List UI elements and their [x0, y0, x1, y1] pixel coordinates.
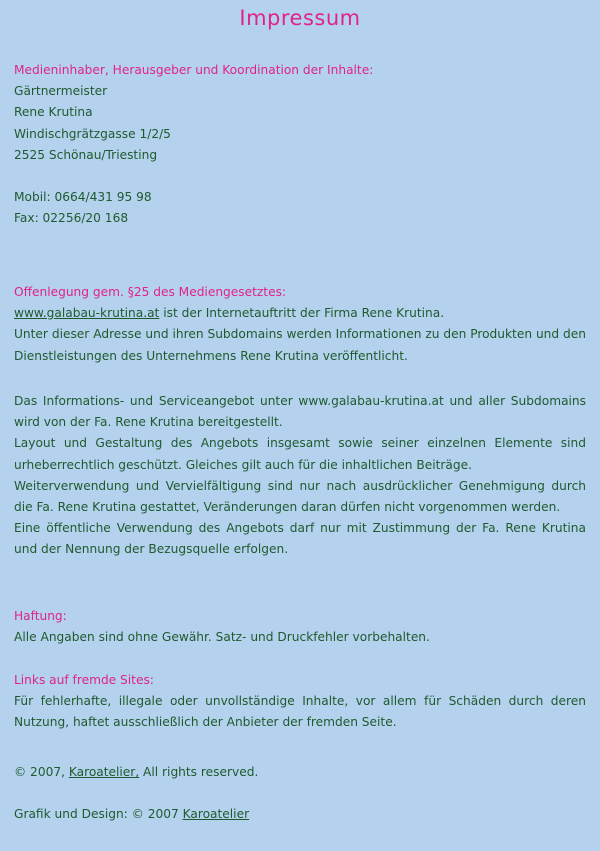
info-paragraph-2: Layout und Gestaltung des Angebots insgesamt sowie seiner einzelnen Elemente sind urheberrechtlich geschützt. Gleiches gilt auch für die inhaltlichen Beiträge.	[14, 436, 586, 472]
fax-number: Fax: 02256/20 168	[14, 211, 129, 226]
haftung-text: Alle Angaben sind ohne Gewähr. Satz- und Druckfehler vorbehalten.	[14, 630, 430, 645]
contact-heading: Medieninhaber, Herausgeber und Koordination der Inhalte:	[14, 63, 374, 77]
info-section	[14, 391, 586, 561]
copyright-section	[14, 762, 586, 783]
external-links-section	[14, 670, 586, 734]
haftung-heading: Haftung:	[14, 609, 67, 623]
external-links-heading: Links auf fremde Sites:	[14, 673, 154, 687]
haftung-section	[14, 606, 586, 648]
info-paragraph-4: Eine öffentliche Verwendung des Angebots darf nur mit Zustimmung der Fa. Rene Krutina und der Nennung der Bezugsquelle erfolgen.	[14, 521, 586, 557]
copyright-prefix: © 2007,	[14, 765, 69, 779]
design-credit-link[interactable]: Karoatelier	[182, 807, 250, 821]
copyright-line	[14, 762, 586, 783]
karoatelier-link[interactable]: Karoatelier,	[68, 765, 140, 779]
external-links-text: Für fehlerhafte, illegale oder unvollständige Inhalte, vor allem für Schäden durch deren Nutzung, haftet ausschließlich der Anbieter der fremden Seite.	[14, 694, 586, 730]
mobile-number: Mobil: 0664/431 95 98	[14, 190, 152, 204]
disclosure-text: Unter dieser Adresse und ihren Subdomains werden Informationen zu den Produkten und den Dienstleistungen des Unternehmens Rene Krutina veröffentlicht.	[14, 327, 586, 363]
contact-title: Gärtnermeister	[14, 84, 108, 99]
website-link-text: ist der Internetauftritt der Firma Rene Krutina.	[159, 306, 445, 321]
disclosure-link-line	[14, 303, 586, 324]
contact-name: Rene Krutina	[14, 105, 93, 120]
info-paragraph-3: Weiterverwendung und Vervielfältigung sind nur nach ausdrücklicher Genehmigung durch die Fa. Rene Krutina gestattet, Veränderungen daran dürfen nicht vorgenommen werden.	[14, 478, 586, 515]
info-paragraph-1: Das Informations- und Serviceangebot unter www.galabau-krutina.at und aller Subdomains wird von der Fa. Rene Krutina bereitgestellt.	[14, 394, 586, 430]
contact-city: 2525 Schönau/Triesting	[14, 147, 158, 162]
contact-section	[14, 60, 586, 166]
phone-section	[14, 187, 586, 229]
design-credit-section	[14, 804, 586, 825]
design-credit-line	[14, 804, 586, 825]
design-credit-prefix: Grafik und Design: © 2007	[14, 807, 183, 821]
page-title: Impressum	[239, 6, 361, 30]
disclosure-heading: Offenlegung gem. §25 des Mediengesetztes:	[14, 285, 287, 299]
copyright-suffix: All rights reserved.	[139, 765, 259, 779]
disclosure-section	[14, 282, 586, 367]
contact-street: Windischgrätzgasse 1/2/5	[14, 126, 171, 141]
website-link[interactable]: www.galabau-krutina.at	[14, 306, 160, 321]
